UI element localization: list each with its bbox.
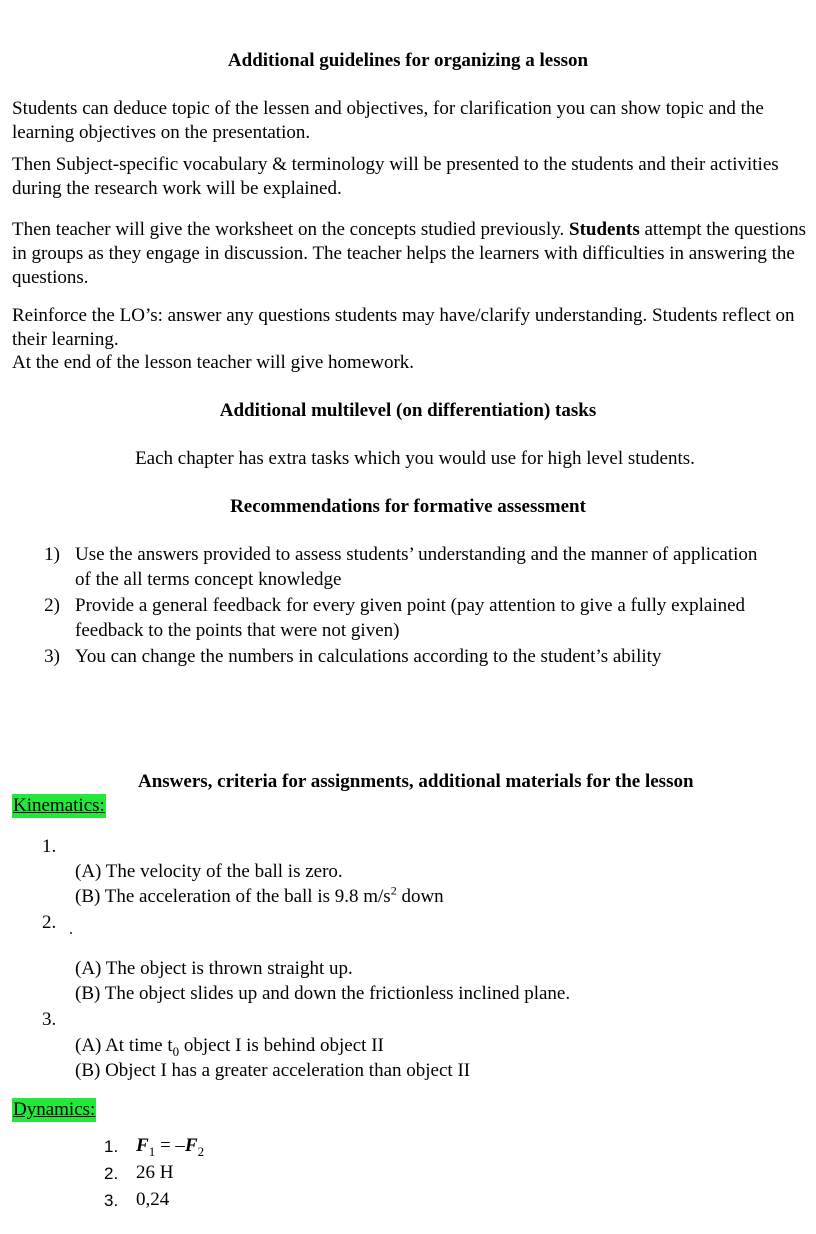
force-f1: F — [136, 1135, 149, 1156]
answers-title: Answers, criteria for assignments, additional materials for the lesson — [138, 771, 694, 792]
dynamics-item-2-number: 2. — [104, 1164, 119, 1183]
guidelines-title: Additional guidelines for organizing a lesson — [227, 50, 589, 71]
kinematics-item-3-answer-b: (B) Object I has a greater acceleration than object II — [75, 1060, 471, 1081]
formative-item-1-number: 1) — [44, 544, 60, 565]
kinematics-item-2-answer-a: (A) The object is thrown straight up. — [75, 958, 353, 979]
dynamics-item-1-answer — [136, 1134, 204, 1158]
formative-item-3-line-1: You can change the numbers in calculations according to the student’s ability — [75, 646, 662, 667]
kinematics-item-3-number: 3. — [42, 1009, 57, 1030]
kinematics-label: Kinematics: — [13, 795, 105, 816]
formative-item-1-line-1: Use the answers provided to assess students’ understanding and the manner of application — [75, 544, 758, 565]
force-f2: F — [184, 1135, 198, 1156]
force-f2-subscript: 2 — [197, 1143, 205, 1159]
guidelines-paragraph-2: Then Subject-specific vocabulary & terminology will be presented to the students and their activities during the research work will be explained. — [12, 154, 779, 199]
guidelines-paragraph-5: At the end of the lesson teacher will give homework. — [12, 352, 415, 373]
equals-minus: = – — [155, 1135, 185, 1156]
k1b-text: (B) The acceleration of the ball is 9.8 m/s — [75, 886, 391, 907]
formative-item-2-line-1: Provide a general feedback for every given point (pay attention to give a fully explained — [75, 595, 746, 616]
formative-item-3-number: 3) — [44, 646, 60, 667]
kinematics-item-3-answer-a — [75, 1034, 384, 1058]
formative-item-1-line-2: of the all terms concept knowledge — [75, 569, 342, 590]
k1b-text-end: down — [396, 886, 444, 907]
dynamics-item-1-number: 1. — [104, 1137, 119, 1156]
guidelines-paragraph-3 — [12, 218, 812, 290]
guidelines-paragraph-4: Reinforce the LO’s: answer any questions students may have/clarify understanding. Students reflect on their learning. — [12, 305, 795, 350]
k3a-text-end: object I is behind object II — [179, 1035, 384, 1056]
kinematics-item-2-number: 2. — [42, 912, 57, 933]
dynamics-item-3-number: 3. — [104, 1191, 119, 1210]
p3-bold-students: Students — [569, 219, 640, 240]
dynamics-item-3-answer: 0,24 — [136, 1189, 170, 1210]
guidelines-paragraph-1: Students can deduce topic of the lessen and objectives, for clarification you can show topic and the learning objectives on the presentation. — [12, 98, 764, 143]
stray-dot — [70, 932, 72, 934]
multilevel-title: Additional multilevel (on differentiation) tasks — [219, 400, 597, 421]
formative-item-2-number: 2) — [44, 595, 60, 616]
kinematics-item-2-answer-b: (B) The object slides up and down the frictionless inclined plane. — [75, 983, 571, 1004]
dynamics-item-2-answer: 26 H — [136, 1162, 174, 1183]
k3a-subscript: 0 — [172, 1043, 180, 1059]
force-f1-subscript: 1 — [148, 1143, 156, 1159]
k3a-text: (A) At time t — [75, 1035, 173, 1056]
p3-text-start: Then teacher will give the worksheet on the concepts studied previously. — [12, 219, 569, 240]
formative-item-2-line-2: feedback to the points that were not given) — [75, 620, 400, 641]
p3-text-end: attempt the questions in groups as they engage in discussion. The teacher helps the learners with difficulties in answering the questions. — [12, 219, 806, 288]
k1b-exponent: 2 — [390, 883, 397, 898]
kinematics-item-1-number: 1. — [42, 836, 57, 857]
kinematics-item-1-answer-a: (A) The velocity of the ball is zero. — [75, 861, 343, 882]
formative-title: Recommendations for formative assessment — [230, 496, 586, 517]
dynamics-label: Dynamics: — [13, 1099, 96, 1120]
kinematics-item-1-answer-b — [75, 885, 444, 909]
multilevel-text: Each chapter has extra tasks which you would use for high level students. — [135, 448, 695, 469]
